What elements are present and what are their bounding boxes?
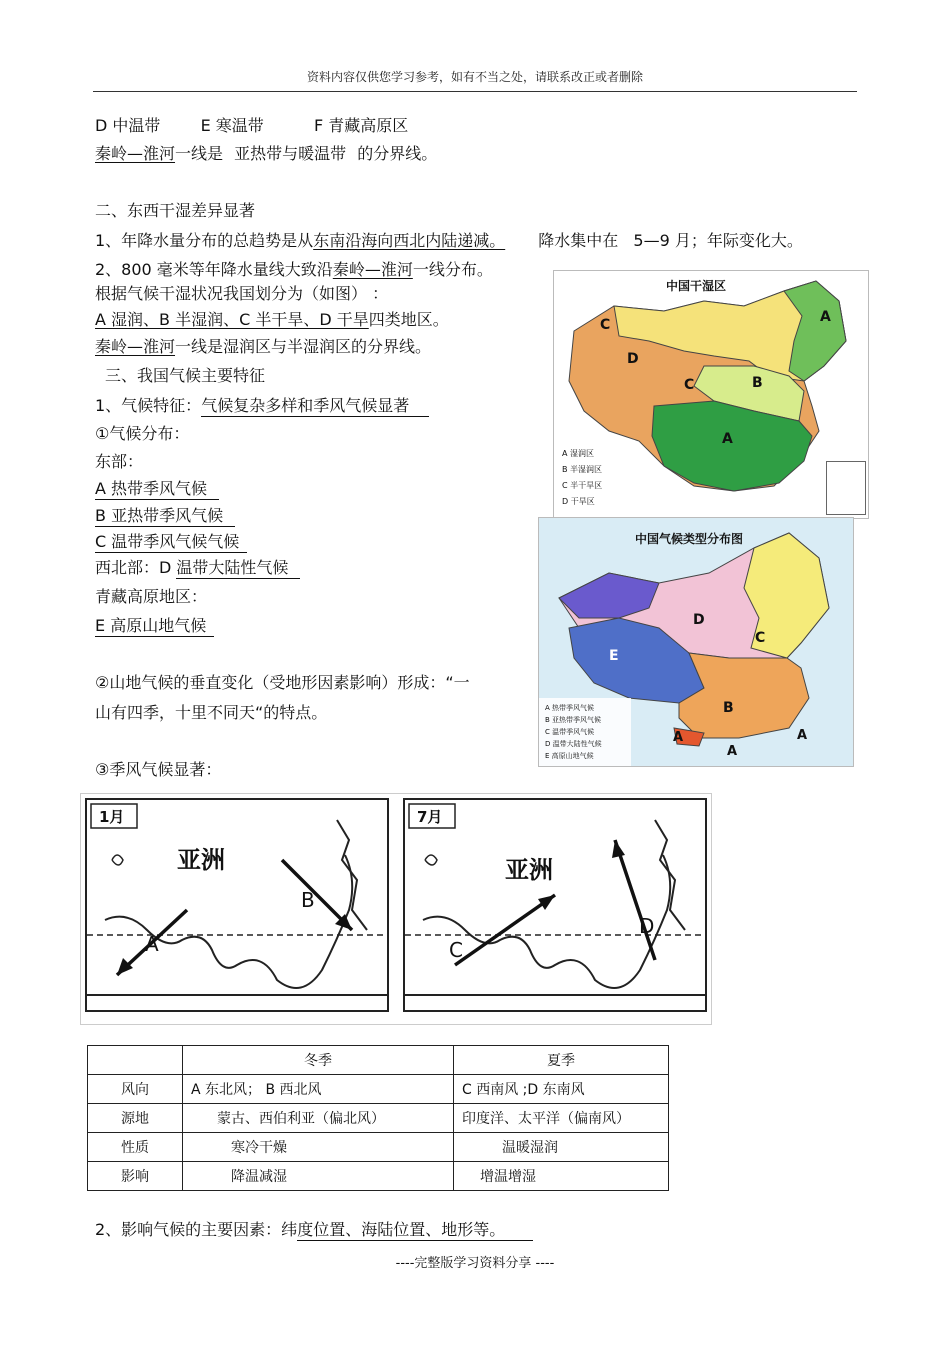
precip-months: 5—9 月；年际变化大。 xyxy=(633,231,803,250)
map1-letter-a-south: A xyxy=(722,431,733,447)
january-arrow-a: A xyxy=(145,932,159,956)
legend-item: E 高原山地气候 xyxy=(545,752,594,760)
january-wind-map-graphic xyxy=(87,800,387,1010)
section-3-title: 三、我国气候主要特征 xyxy=(105,366,266,385)
row-label: 源地 xyxy=(88,1104,183,1133)
mountain-line-1: ②山地气候的垂直变化（受地形因素影响）形成：“一 xyxy=(95,673,470,692)
south-sea-inset xyxy=(826,461,866,515)
isohyet-label: 2、800 毫米等年降水量线大致沿 xyxy=(95,260,333,279)
row-winter: 降温减湿 xyxy=(183,1162,454,1191)
january-asia-label: 亚洲 xyxy=(177,846,225,874)
july-arrow-d: D xyxy=(639,914,655,938)
east-a-text: A 热带季风气候 xyxy=(95,479,219,500)
dry-wet-map-title: 中国干湿区 xyxy=(666,279,727,293)
map1-letter-a-north: A xyxy=(820,309,831,325)
january-label: 1月 xyxy=(99,808,125,826)
plateau-climate xyxy=(95,616,214,637)
map1-letter-b: B xyxy=(752,375,763,391)
map2-letter-c: C xyxy=(755,630,766,646)
map2-letter-a-3: A xyxy=(797,728,808,743)
legend-item: D 温带大陆性气候 xyxy=(545,740,602,748)
climate-type-legend xyxy=(545,702,602,762)
dryness-classes xyxy=(95,310,449,330)
map1-letter-c-west: C xyxy=(600,317,611,333)
map2-letter-e: E xyxy=(609,648,619,664)
zone-d: D 中温带 xyxy=(95,116,161,135)
row-summer: 印度洋、太平洋（偏南风） xyxy=(454,1104,669,1133)
northwest-line xyxy=(95,558,300,579)
climate-feature-answer: 气候复杂多样和季风气候显著 xyxy=(201,396,429,417)
precip-trend: 东南沿海向西北内陆递减。 xyxy=(313,231,506,250)
plateau-climate-text: E 高原山地气候 xyxy=(95,616,214,637)
precip-trend-label: 1、年降水量分布的总趋势是从 xyxy=(95,231,314,250)
precip-concentrated: 降水集中在 xyxy=(538,231,619,250)
east-b xyxy=(95,506,235,527)
table-header-cell xyxy=(88,1046,183,1075)
climate-factors-line xyxy=(95,1220,533,1241)
climate-factors-label: 2、影响气候的主要因素：纬 xyxy=(95,1220,298,1239)
map2-letter-d: D xyxy=(693,612,705,628)
northwest-label: 西北部：D xyxy=(95,558,172,577)
section-2-title: 二、东西干湿差异显著 xyxy=(95,201,256,220)
dryness-classes-tail: 四类地区。 xyxy=(368,310,449,329)
january-arrow-b: B xyxy=(301,888,315,912)
row-winter: A 东北风； B 西北风 xyxy=(183,1075,454,1104)
northwest-climate: 温带大陆性气候 xyxy=(176,558,300,579)
qinling-boundary: 的分界线。 xyxy=(357,144,438,163)
row-label: 风向 xyxy=(88,1075,183,1104)
monsoon-table xyxy=(87,1045,669,1191)
row-label: 影响 xyxy=(88,1162,183,1191)
dry-wet-legend xyxy=(562,446,602,510)
july-wind-map xyxy=(403,798,707,1012)
precip-line-1 xyxy=(95,231,803,251)
row-summer: 增温增湿 xyxy=(454,1162,669,1191)
east-c xyxy=(95,532,247,553)
climate-type-map-title: 中国气候类型分布图 xyxy=(635,532,744,546)
zone-f: F 青藏高原区 xyxy=(314,116,409,135)
monsoon-title: ③季风气候显著： xyxy=(95,760,222,779)
climate-distribution-title: ①气候分布： xyxy=(95,424,190,443)
qinling-boundary-2: 一线是湿润区与半湿润区的分界线。 xyxy=(175,337,432,356)
isohyet-line: 秦岭—淮河 xyxy=(332,260,413,279)
page-footer: ----完整版学习资料分享 ---- xyxy=(395,1256,555,1271)
legend-item: A 湿润区 xyxy=(562,449,595,458)
climate-type-map xyxy=(538,517,854,767)
legend-item: D 干旱区 xyxy=(562,497,595,506)
zones-line xyxy=(95,116,408,136)
climate-feature-label: 1、气候特征： xyxy=(95,396,202,415)
map1-letter-d: D xyxy=(627,351,639,367)
qinling-text-2: 秦岭—淮河 xyxy=(95,337,176,356)
row-winter: 寒冷干燥 xyxy=(183,1133,454,1162)
qinling-text: 秦岭—淮河 xyxy=(95,144,176,163)
east-c-text: C 温带季风气候气候 xyxy=(95,532,247,553)
header-divider xyxy=(93,91,857,92)
qinling-subtropic: 亚热带与暖温带 xyxy=(234,144,347,163)
page-header: 资料内容仅供您学习参考，如有不当之处，请联系改正或者删除 xyxy=(306,70,643,84)
january-wind-map xyxy=(85,798,389,1012)
east-label: 东部： xyxy=(95,452,144,471)
july-label: 7月 xyxy=(417,808,443,826)
row-summer: 温暖湿润 xyxy=(454,1133,669,1162)
legend-item: C 温带季风气候 xyxy=(545,728,595,736)
mountain-line-2: 山有四季，十里不同天“的特点。 xyxy=(95,703,328,722)
east-a xyxy=(95,479,219,500)
map2-letter-a-1: A xyxy=(673,730,684,745)
legend-item: B 半湿润区 xyxy=(562,465,603,474)
qinling-line-2 xyxy=(95,337,431,357)
climate-feature-line xyxy=(95,396,429,417)
qinling-desc: 一线是 xyxy=(175,144,224,163)
climate-factors-answer: 度位置、海陆位置、地形等。 xyxy=(297,1220,533,1241)
dryness-classes-list: A 湿润、B 半湿润、C 半干旱、D 干旱 xyxy=(95,310,369,329)
legend-item: A 热带季风气候 xyxy=(545,704,595,712)
map2-letter-a-2: A xyxy=(727,744,738,759)
dryness-intro: 根据气候干湿状况我国划分为（如图） ： xyxy=(95,284,389,303)
table-header-winter: 冬季 xyxy=(183,1046,454,1075)
legend-item: C 半干旱区 xyxy=(562,481,603,490)
legend-item: B 亚热带季风气候 xyxy=(545,716,602,724)
july-arrow-c: C xyxy=(449,938,463,962)
row-label: 性质 xyxy=(88,1133,183,1162)
zone-e: E 寒温带 xyxy=(200,116,264,135)
map2-letter-b: B xyxy=(723,700,734,716)
july-wind-map-graphic xyxy=(405,800,705,1010)
row-winter: 蒙古、西伯利亚（偏北风） xyxy=(183,1104,454,1133)
dry-wet-map xyxy=(553,270,869,519)
map1-letter-c: C xyxy=(684,377,695,393)
table-header-row xyxy=(88,1046,669,1075)
isohyet-tail: 一线分布。 xyxy=(412,260,493,279)
table-row xyxy=(88,1133,669,1162)
qinling-line-1 xyxy=(95,144,437,164)
table-row xyxy=(88,1162,669,1191)
table-header-summer: 夏季 xyxy=(454,1046,669,1075)
table-row xyxy=(88,1104,669,1133)
precip-line-2 xyxy=(95,260,493,280)
monsoon-wind-maps xyxy=(80,793,712,1025)
east-b-text: B 亚热带季风气候 xyxy=(95,506,235,527)
row-summer: C 西南风 ;D 东南风 xyxy=(454,1075,669,1104)
table-row xyxy=(88,1075,669,1104)
plateau-label: 青藏高原地区： xyxy=(95,587,208,606)
july-asia-label: 亚洲 xyxy=(505,856,553,884)
